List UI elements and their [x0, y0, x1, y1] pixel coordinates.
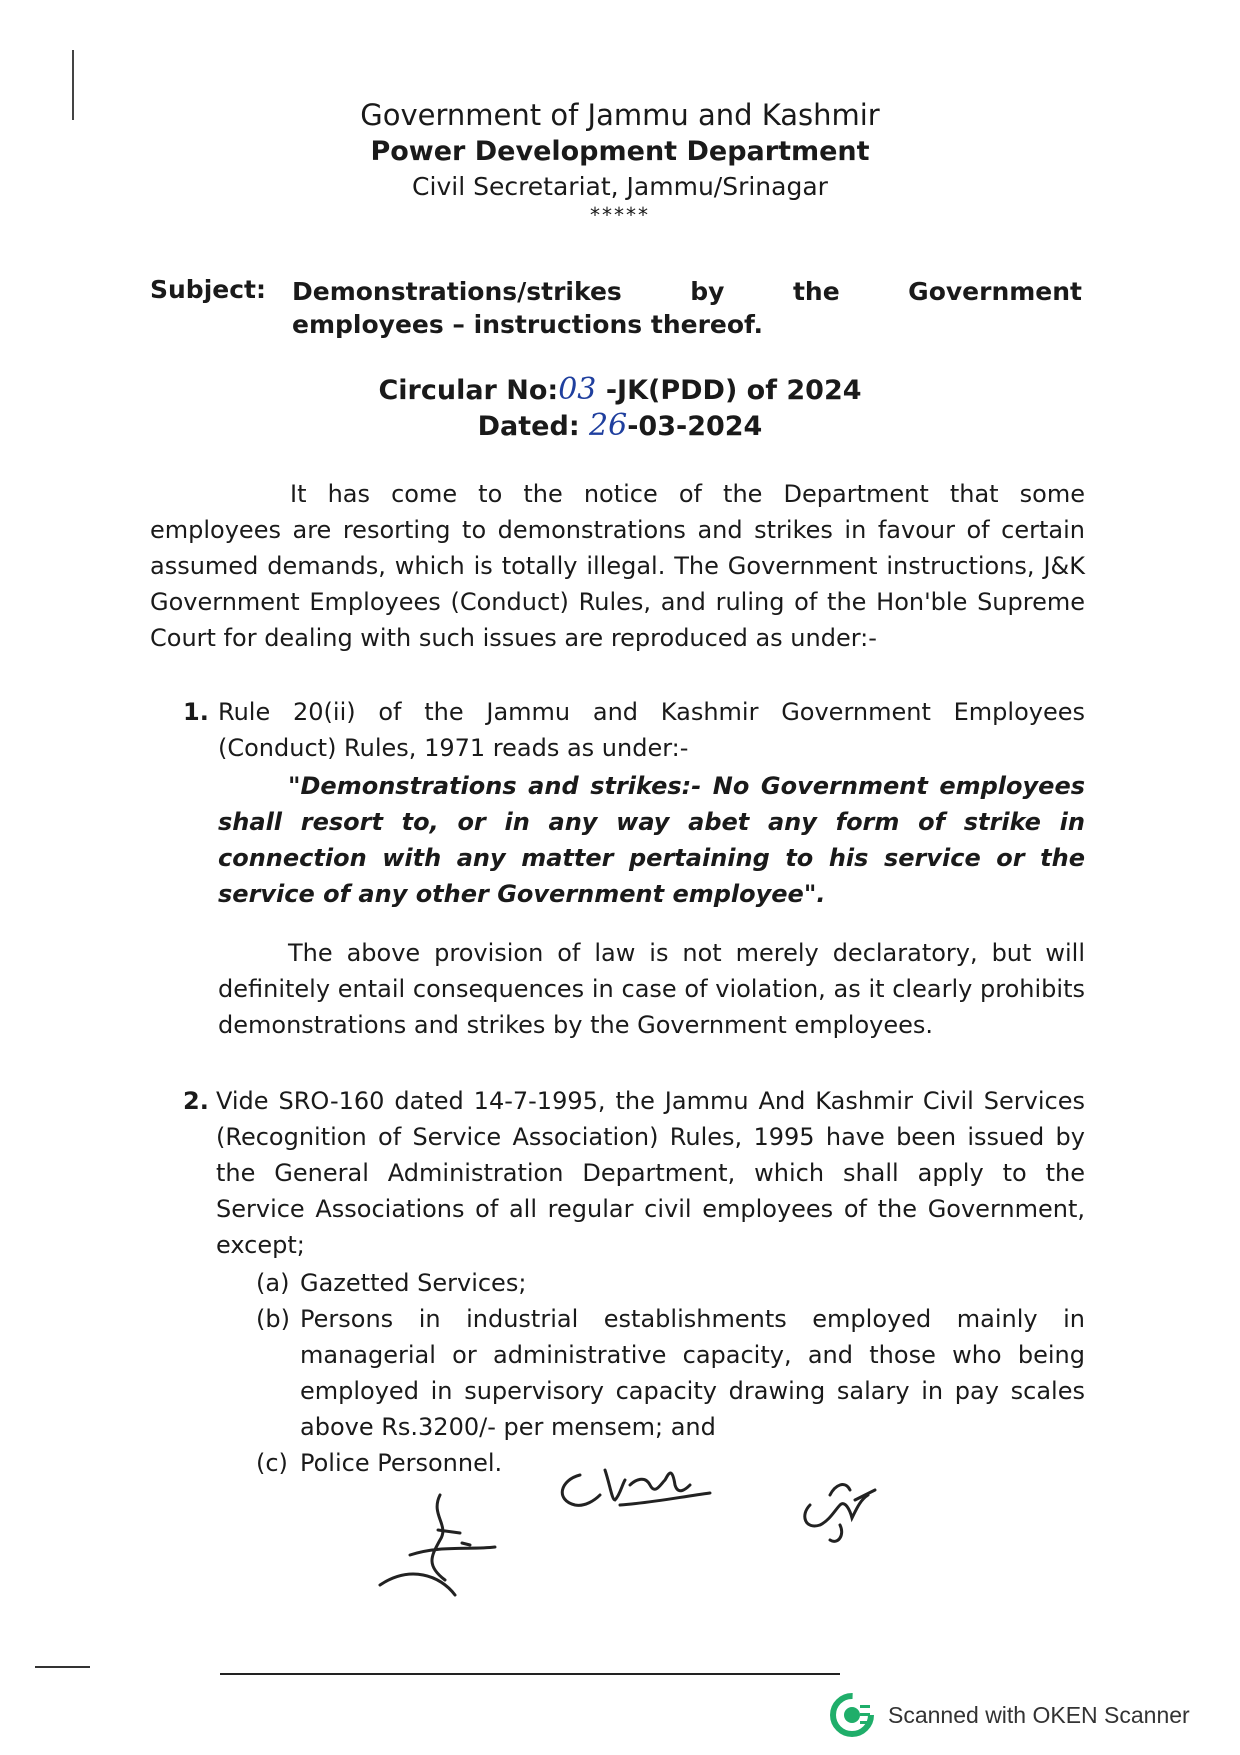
- circular-date: [0, 408, 1240, 444]
- header-address: Civil Secretariat, Jammu/Srinagar: [412, 172, 828, 201]
- signature-2: [550, 1455, 720, 1525]
- intro-paragraph: It has come to the notice of the Department that some employees are resorting to demonstrations and strikes in favour of certain assumed demands, which is totally illegal. The Government instructions, J&K Government Employees (Conduct) Rules, and ruling of the Hon'ble Supreme Court for dealing with such issues are reproduced as under:-: [150, 480, 1085, 652]
- footer-rule-left: [35, 1666, 90, 1668]
- subject-word: Demonstrations/strikes: [292, 277, 622, 306]
- circular-number: [0, 372, 1240, 408]
- rule-quote: "Demonstrations and strikes:- No Government employees shall resort to, or in any way abet any form of strike in connection with any matter pertaining to his service or the service of any other Government employee".: [218, 772, 1085, 908]
- signature-1: [370, 1485, 560, 1600]
- circular-date-suffix: -03-2024: [627, 411, 763, 442]
- item-1-text: Rule 20(ii) of the Jammu and Kashmir Government Employees (Conduct) Rules, 1971 reads as under:-: [218, 698, 1085, 762]
- item-1-number: 1.: [183, 698, 209, 726]
- footer-rule: [220, 1673, 840, 1675]
- circular-date-prefix: Dated:: [477, 411, 590, 442]
- subject-word: by: [690, 277, 725, 306]
- subject-word: the: [792, 277, 840, 306]
- circular-number-suffix: -JK(PDD) of 2024: [605, 375, 862, 406]
- subject-label: Subject:: [150, 275, 266, 304]
- sub-item-a-text: Gazetted Services;: [300, 1269, 527, 1297]
- circular-number-handwritten: 03: [558, 372, 597, 407]
- header-government: Government of Jammu and Kashmir: [360, 98, 880, 132]
- provision-paragraph: The above provision of law is not merely declaratory, but will definitely entail consequences in case of violation, as it clearly prohibits demonstrations and strikes by the Government employees.: [218, 939, 1085, 1039]
- circular-date-handwritten: 26: [589, 408, 628, 443]
- signature-3: [790, 1470, 885, 1550]
- sub-item-a-label: (a): [256, 1269, 290, 1297]
- scanner-text: Scanned with OKEN Scanner: [888, 1701, 1190, 1728]
- item-2-number: 2.: [183, 1087, 209, 1115]
- sub-item-c-label: (c): [256, 1449, 288, 1477]
- sub-item-c-text: Police Personnel.: [300, 1449, 503, 1477]
- circular-number-prefix: Circular No:: [378, 375, 559, 406]
- header-separator-stars: *****: [590, 203, 650, 227]
- item-2-text: Vide SRO-160 dated 14-7-1995, the Jammu And Kashmir Civil Services (Recognition of Service Association) Rules, 1995 have been issued by the General Administration Department, which shall apply to the Service Associations of all regular civil employees of the Government, except;: [216, 1087, 1085, 1259]
- sub-item-b-label: (b): [256, 1305, 290, 1333]
- scanner-watermark: [830, 1690, 1190, 1740]
- circular-block: [0, 372, 1240, 444]
- subject-text: [292, 275, 1082, 341]
- subject-line-2: employees – instructions thereof.: [292, 310, 764, 339]
- oken-scanner-logo-icon: [830, 1693, 874, 1737]
- header-department: Power Development Department: [370, 136, 870, 167]
- subject-line-1: [292, 275, 1082, 308]
- sub-item-b-text: Persons in industrial establishments employed mainly in managerial or administrative capacity, and those who being employed in supervisory capacity drawing salary in pay scales above Rs.3200/- per mensem; and: [300, 1305, 1085, 1441]
- subject-word: Government: [908, 277, 1082, 306]
